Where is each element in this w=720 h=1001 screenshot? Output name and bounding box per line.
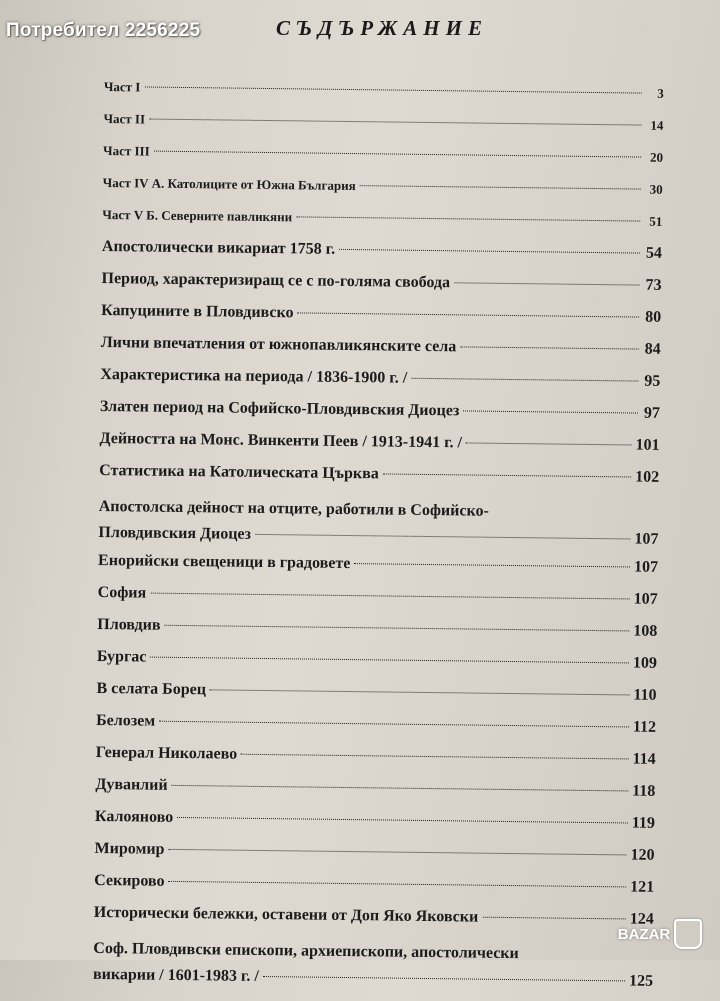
dot-leader — [210, 689, 629, 695]
toc-entry — [96, 680, 656, 705]
toc-entry-title-continued: викарии / 1601-1983 г. / — [92, 965, 259, 985]
toc-entry-page: 84 — [644, 340, 661, 358]
toc-entry-title: Калояново — [94, 807, 174, 826]
dot-leader — [466, 442, 632, 445]
toc-entry-title: Част II — [103, 110, 146, 127]
dot-leader — [463, 410, 638, 413]
toc-entry-title: Пловдив — [97, 615, 161, 634]
bazar-logo-text: BAZAR — [617, 925, 671, 943]
toc-entry-title: Апостолска дейност на отците, работили в Софийско- — [98, 497, 489, 520]
toc-entry-page: 97 — [643, 404, 661, 422]
toc-entry — [101, 302, 661, 327]
toc-entry-title: Секирово — [94, 871, 165, 890]
toc-entry-title: Част I — [103, 78, 141, 95]
toc-entry-page: 109 — [632, 654, 657, 672]
dot-leader — [169, 849, 627, 856]
toc-entry-page: 51 — [649, 213, 663, 229]
toc-entry-page: 120 — [630, 846, 655, 864]
toc-entry-title: Лични впечатления от южнопавликянските села — [100, 333, 457, 356]
toc-entry-page: 119 — [631, 814, 656, 832]
toc-entry — [102, 238, 662, 263]
dot-leader — [296, 216, 640, 221]
dot-leader — [165, 625, 630, 632]
toc-entry — [100, 398, 660, 423]
dot-leader — [159, 721, 629, 728]
dot-leader — [172, 785, 629, 792]
toc-entry-title: Дуванлий — [95, 775, 168, 794]
shopping-bag-icon — [674, 919, 702, 949]
dot-leader — [154, 151, 641, 158]
toc-entry — [99, 430, 659, 455]
toc-entry — [103, 110, 663, 135]
toc-entry-page: 107 — [634, 530, 659, 548]
toc-entry-page: 121 — [630, 878, 655, 896]
toc-entry-title: Златен период на Софийско-Пловдивския Диоцез — [99, 397, 460, 420]
toc-entry — [95, 776, 655, 801]
toc-entry-page: 73 — [645, 276, 662, 294]
toc-entry — [103, 174, 663, 199]
toc-entry — [97, 648, 657, 673]
dot-leader — [144, 86, 641, 93]
toc-entry-page: 118 — [632, 782, 656, 800]
toc-entry-title: Част V Б. Северните павликяни — [102, 206, 293, 225]
dot-leader — [150, 657, 629, 664]
toc-entry — [94, 904, 654, 929]
toc-entry-page: 80 — [645, 308, 662, 326]
toc-entry-title: Дейността на Монс. Винкенти Пеев / 1913-1941 г. / — [99, 429, 463, 452]
dot-leader — [482, 917, 626, 920]
table-of-contents — [93, 78, 664, 1001]
toc-entry — [101, 334, 661, 359]
dot-leader — [241, 754, 628, 760]
toc-entry-title: Апостолически викариат 1758 г. — [101, 237, 336, 258]
dot-leader — [454, 282, 639, 285]
toc-entry-page: 14 — [650, 117, 664, 133]
toc-entry-page: 125 — [628, 972, 654, 990]
toc-entry-page: 107 — [633, 558, 659, 576]
toc-entry-title: Част IV А. Католиците от Южна България — [102, 174, 356, 194]
toc-entry — [103, 142, 663, 167]
toc-entry-title: Статистика на Католическата Църква — [99, 461, 379, 483]
toc-entry-title: София — [97, 583, 147, 602]
toc-entry-title: Соф. Пловдивски епископи, архиепископи, апостолически — [93, 939, 519, 963]
toc-entry-page: 3 — [657, 85, 664, 101]
toc-entry — [99, 462, 659, 487]
toc-entry-page: 107 — [633, 590, 658, 608]
toc-entry-title: Генерал Николаево — [95, 743, 238, 763]
toc-entry-page: 110 — [633, 686, 657, 704]
toc-entry — [100, 366, 660, 391]
toc-entry — [98, 552, 658, 577]
dot-leader — [255, 534, 630, 540]
toc-entry-page: 102 — [635, 468, 660, 486]
toc-entry-page: 114 — [632, 750, 656, 768]
dot-leader — [149, 119, 641, 126]
toc-entry-page: 101 — [635, 436, 660, 454]
toc-entry — [101, 270, 661, 295]
dot-leader — [360, 185, 641, 189]
dot-leader — [411, 378, 638, 382]
toc-entry-title: Енорийски свещеници в градовете — [98, 551, 351, 573]
page-title: СЪДЪРЖАНИЕ — [276, 16, 488, 40]
toc-entry-title: Характеристика на периода / 1836-1900 г. / — [100, 365, 408, 387]
dot-leader — [383, 473, 631, 477]
toc-entry-page: 124 — [629, 910, 654, 928]
dot-leader — [460, 346, 638, 349]
dot-leader — [354, 563, 630, 567]
toc-entry-page: 108 — [633, 622, 658, 640]
toc-entry-title: Исторически бележки, оставени от Доп Яко Яковски — [93, 903, 479, 926]
toc-entry — [98, 584, 658, 609]
toc-entry-title: Част III — [103, 142, 150, 159]
toc-entry-page: 30 — [649, 181, 663, 197]
toc-entry — [102, 206, 662, 231]
toc-entry-page: 112 — [632, 718, 657, 736]
toc-entry-title: В селата Борец — [96, 679, 207, 699]
toc-entry-title: Период, характеризиращ се с по-голяма свобода — [101, 269, 451, 292]
toc-entry — [96, 744, 656, 769]
toc-entry — [98, 494, 659, 553]
dot-leader — [263, 976, 625, 981]
dot-leader — [150, 593, 629, 600]
toc-entry — [97, 616, 657, 641]
toc-entry — [93, 936, 654, 995]
toc-entry — [104, 78, 664, 103]
user-watermark: Потребител 2256225 — [6, 20, 201, 41]
toc-entry-title: Бургас — [96, 647, 147, 666]
dot-leader — [177, 817, 628, 824]
toc-entry — [94, 872, 654, 897]
toc-entry — [95, 808, 655, 833]
dot-leader — [298, 312, 640, 317]
dot-leader — [169, 881, 627, 888]
toc-entry-page: 95 — [644, 372, 661, 390]
toc-entry-title-continued: Пловдивския Диоцез — [98, 523, 252, 543]
toc-entry — [96, 712, 656, 737]
toc-entry-page: 20 — [649, 149, 664, 165]
bazar-logo — [608, 916, 712, 952]
toc-entry-page: 54 — [645, 244, 663, 262]
toc-entry-title: Миромир — [94, 839, 165, 858]
toc-entry — [94, 840, 654, 865]
toc-entry-title: Капуцините в Пловдивско — [101, 301, 294, 322]
dot-leader — [339, 249, 640, 254]
toc-entry-title: Белозем — [96, 711, 156, 730]
